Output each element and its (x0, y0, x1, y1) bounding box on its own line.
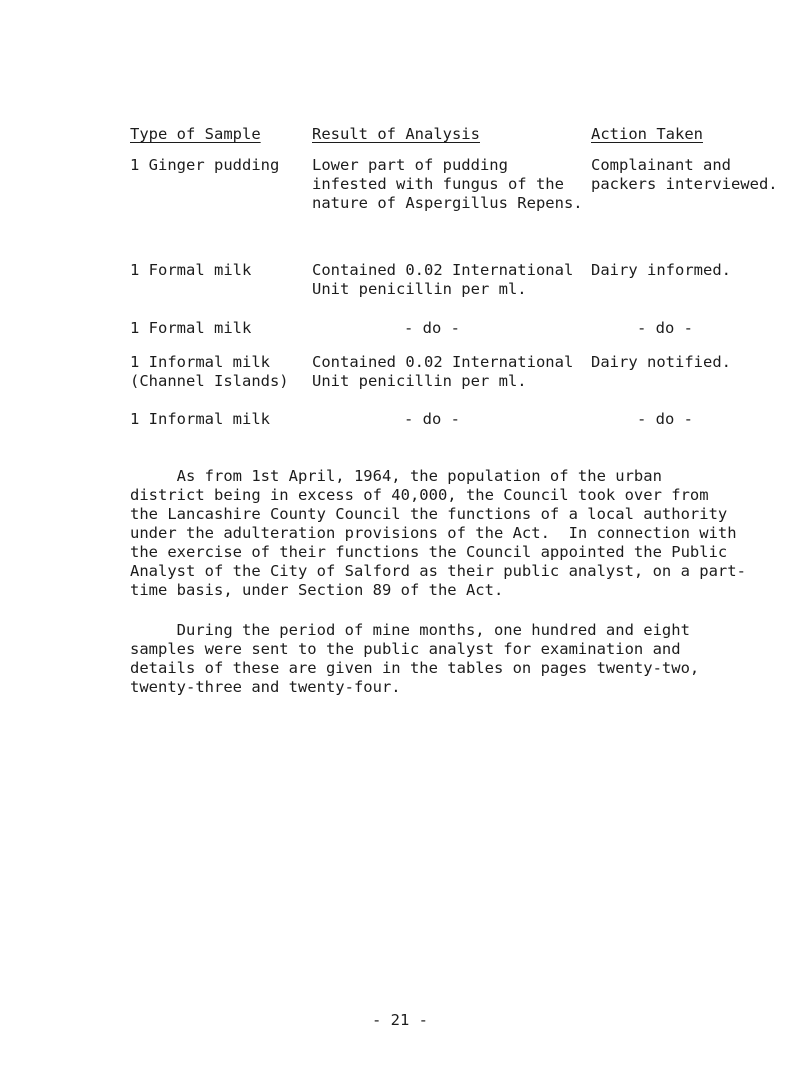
result-cell: Lower part of pudding infested with fungus of the nature of Aspergillus Repens. (312, 156, 583, 212)
result-cell: Contained 0.02 International Unit penicillin per ml. (312, 261, 574, 298)
result-cell: - do - (404, 410, 460, 428)
action-cell: Dairy informed. (591, 261, 731, 279)
sample-cell: 1 Formal milk (130, 261, 252, 279)
action-cell: Dairy notified. (591, 353, 731, 371)
page-number: - 21 - (372, 1011, 428, 1029)
paragraph-adulteration: As from 1st April, 1964, the population of the urban district being in excess of 40,000, the Council took over from the Lancashire County Council the functions of a local authority under the adulteration provisions of the Act. In connection with the exercise of their functions the Council appointed the Public Analyst of the City of Salford as their public analyst, on a part- time basis, under Section 89 of the Act. (130, 467, 746, 599)
result-cell: - do - (404, 319, 460, 337)
action-cell: Complainant and packers interviewed. (591, 156, 778, 193)
sample-cell: 1 Informal milk (130, 410, 270, 428)
result-cell: Contained 0.02 International Unit penicillin per ml. (312, 353, 574, 390)
action-cell: - do - (637, 319, 693, 337)
sample-cell: 1 Formal milk (130, 319, 252, 337)
header-result-of-analysis: Result of Analysis (312, 125, 480, 143)
header-action-taken: Action Taken (591, 125, 703, 143)
sample-cell: 1 Informal milk (Channel Islands) (130, 353, 289, 390)
sample-cell: 1 Ginger pudding (130, 156, 280, 174)
paragraph-samples: During the period of mine months, one hundred and eight samples were sent to the public analyst for examination and details of these are given in the tables on pages twenty-two, twenty-three and twenty-four. (130, 621, 700, 696)
header-type-of-sample: Type of Sample (130, 125, 261, 143)
action-cell: - do - (637, 410, 693, 428)
